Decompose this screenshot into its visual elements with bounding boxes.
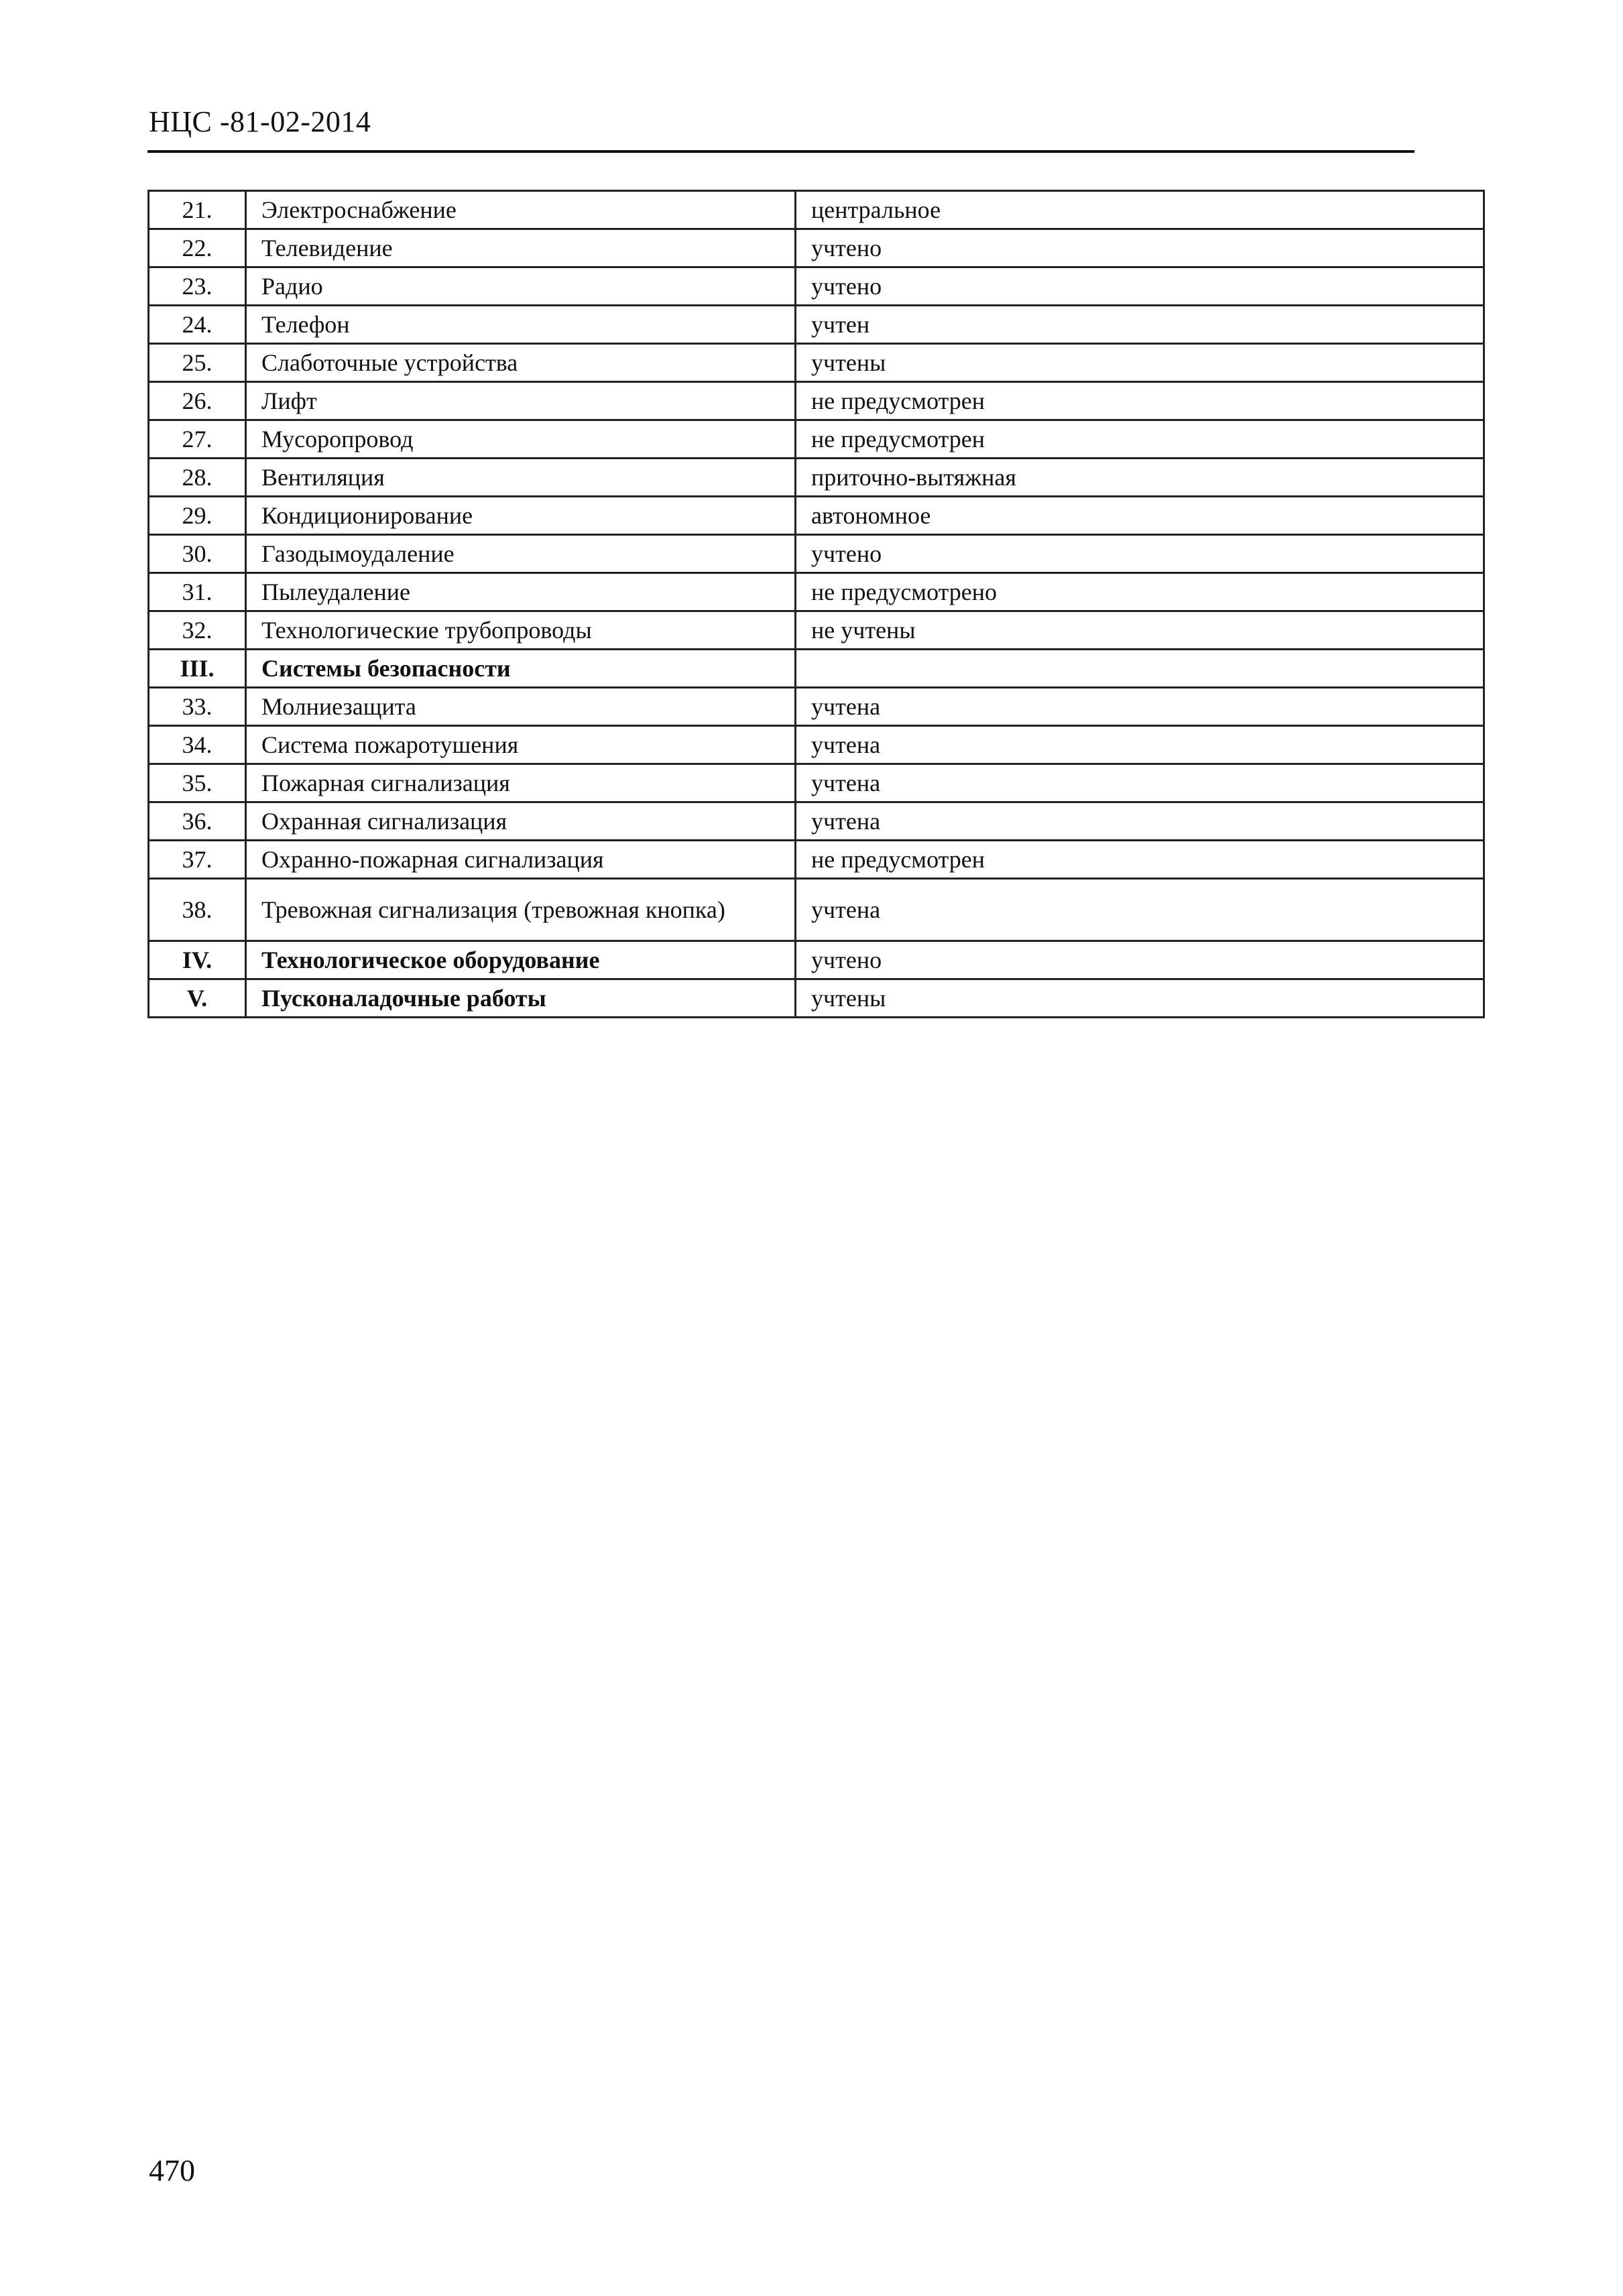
table-row [149, 344, 1484, 382]
row-value: учтена [796, 688, 1484, 726]
row-number: 29. [149, 497, 246, 535]
header-rule [147, 150, 1415, 153]
document-code: НЦС -81-02-2014 [149, 105, 371, 138]
table-row [149, 688, 1484, 726]
row-name: Пылеудаление [246, 573, 796, 611]
section-row [149, 941, 1484, 979]
row-number: 34. [149, 726, 246, 764]
row-value: центральное [796, 191, 1484, 229]
row-name: Тревожная сигнализация (тревожная кнопка) [246, 879, 796, 941]
row-value: учтена [796, 726, 1484, 764]
row-number: 26. [149, 382, 246, 420]
row-name: Слаботочные устройства [246, 344, 796, 382]
section-title: Технологическое оборудование [246, 941, 796, 979]
row-value: автономное [796, 497, 1484, 535]
row-value: учтена [796, 879, 1484, 941]
row-name: Система пожаротушения [246, 726, 796, 764]
page-number: 470 [149, 2153, 195, 2187]
row-number: 28. [149, 459, 246, 497]
table-row [149, 267, 1484, 306]
row-number: 32. [149, 611, 246, 650]
row-value: не предусмотрен [796, 420, 1484, 459]
table-row [149, 573, 1484, 611]
row-number: 38. [149, 879, 246, 941]
row-number: 21. [149, 191, 246, 229]
table-row [149, 535, 1484, 573]
row-value: учтены [796, 344, 1484, 382]
row-name: Радио [246, 267, 796, 306]
row-value: учтена [796, 802, 1484, 841]
table-row [149, 459, 1484, 497]
section-title: Пусконаладочные работы [246, 979, 796, 1018]
section-value [796, 650, 1484, 688]
section-value: учтено [796, 941, 1484, 979]
row-name: Молниезащита [246, 688, 796, 726]
row-value: учтен [796, 306, 1484, 344]
table-row [149, 497, 1484, 535]
row-name: Газодымоудаление [246, 535, 796, 573]
row-number: 27. [149, 420, 246, 459]
row-number: 35. [149, 764, 246, 802]
section-number: III. [149, 650, 246, 688]
row-name: Кондиционирование [246, 497, 796, 535]
row-name: Телефон [246, 306, 796, 344]
table-row [149, 229, 1484, 267]
row-name: Мусоропровод [246, 420, 796, 459]
section-number: IV. [149, 941, 246, 979]
row-number: 24. [149, 306, 246, 344]
row-number: 23. [149, 267, 246, 306]
table-row [149, 306, 1484, 344]
row-name: Вентиляция [246, 459, 796, 497]
row-value: учтена [796, 764, 1484, 802]
row-number: 30. [149, 535, 246, 573]
table-row [149, 841, 1484, 879]
row-value: не учтены [796, 611, 1484, 650]
row-number: 33. [149, 688, 246, 726]
row-name: Электроснабжение [246, 191, 796, 229]
table-row [149, 611, 1484, 650]
equipment-table [147, 190, 1485, 1018]
row-value: учтено [796, 229, 1484, 267]
section-value: учтены [796, 979, 1484, 1018]
row-name: Охранная сигнализация [246, 802, 796, 841]
table-row [149, 764, 1484, 802]
section-title: Системы безопасности [246, 650, 796, 688]
row-name: Телевидение [246, 229, 796, 267]
table-row [149, 420, 1484, 459]
row-value: не предусмотрен [796, 841, 1484, 879]
row-number: 36. [149, 802, 246, 841]
row-name: Технологические трубопроводы [246, 611, 796, 650]
row-name: Охранно-пожарная сигнализация [246, 841, 796, 879]
section-row [149, 979, 1484, 1018]
row-number: 25. [149, 344, 246, 382]
row-value: не предусмотрен [796, 382, 1484, 420]
table-row [149, 382, 1484, 420]
table-row [149, 726, 1484, 764]
table-row [149, 879, 1484, 941]
row-number: 22. [149, 229, 246, 267]
table-row [149, 802, 1484, 841]
row-value: учтено [796, 535, 1484, 573]
row-name: Лифт [246, 382, 796, 420]
section-number: V. [149, 979, 246, 1018]
row-value: приточно-вытяжная [796, 459, 1484, 497]
section-row [149, 650, 1484, 688]
table-row [149, 191, 1484, 229]
row-number: 31. [149, 573, 246, 611]
row-value: не предусмотрено [796, 573, 1484, 611]
row-number: 37. [149, 841, 246, 879]
row-value: учтено [796, 267, 1484, 306]
row-name: Пожарная сигнализация [246, 764, 796, 802]
